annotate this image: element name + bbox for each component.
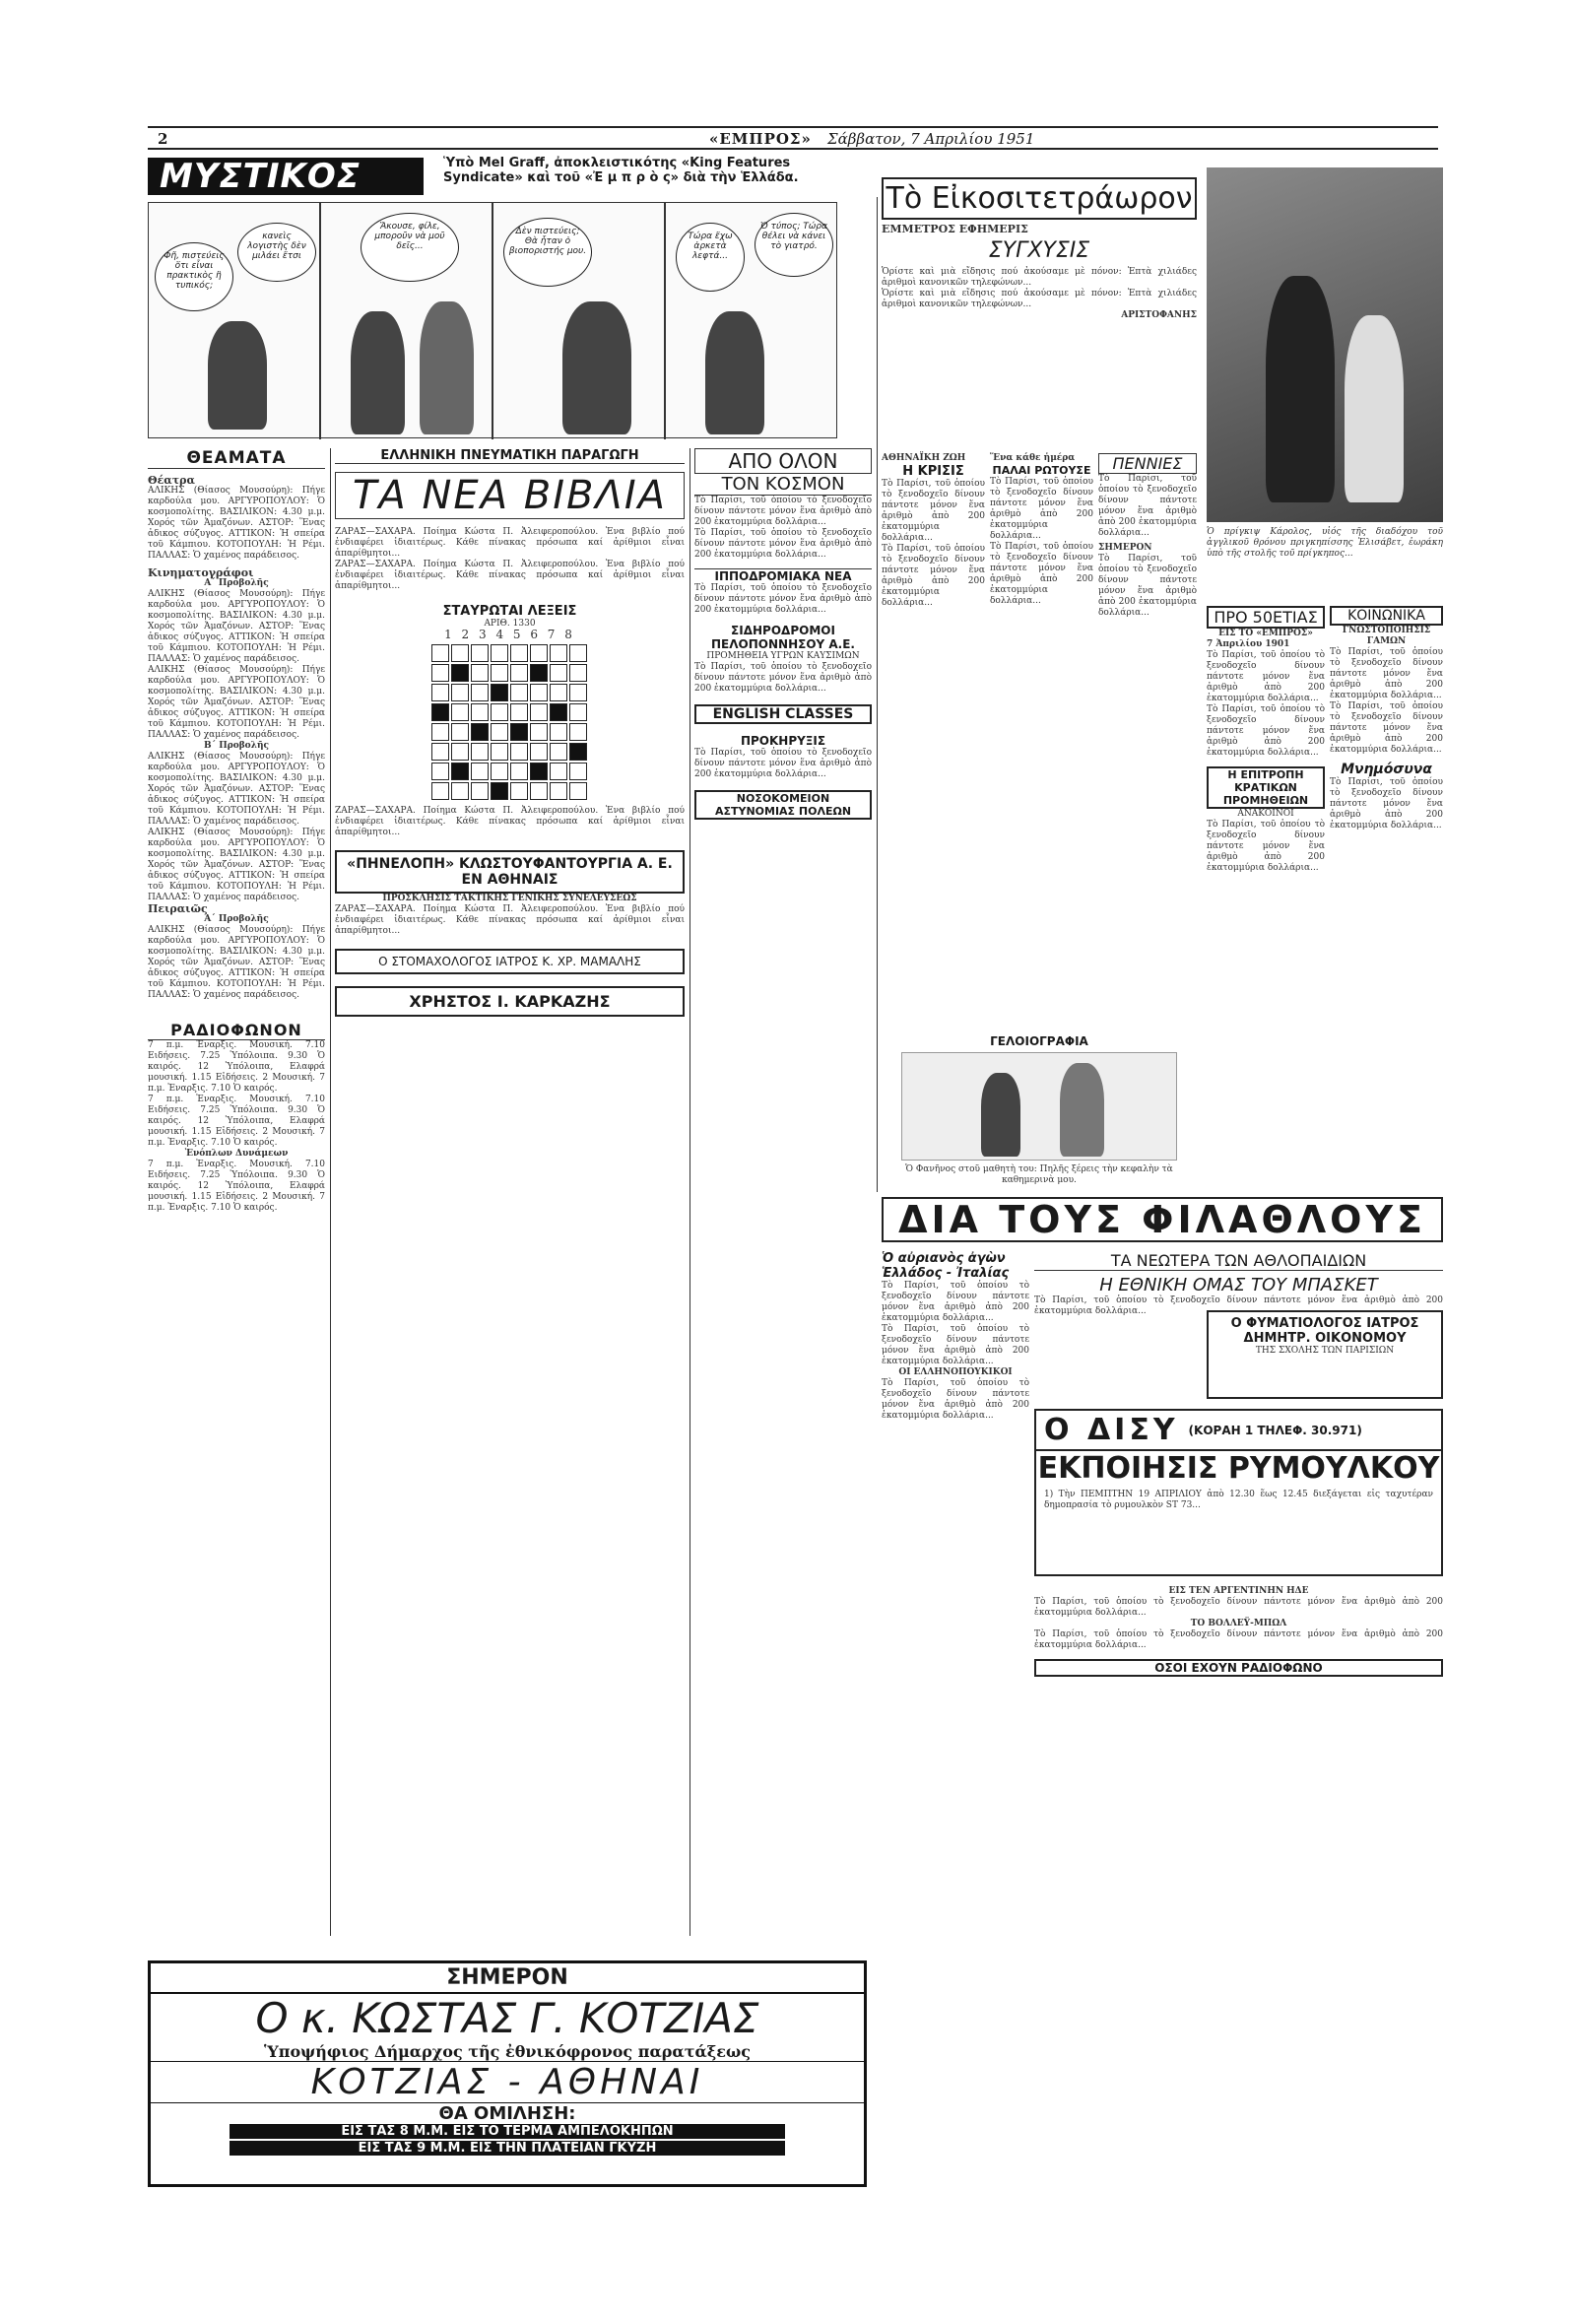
today-label: ΣΗΜΕΡΟΝ: [1098, 543, 1152, 553]
day-body: Τὸ Παρίσι, τοῦ ὁποίου τὸ ξενοδοχεῖο δίνουν πάντοτε μόνον ἕνα ἀριθμὸ ἀπὸ 200 ἑκατομμύρια δολλάρια...: [990, 477, 1093, 541]
crossword-cell: [471, 664, 489, 682]
comic-panel-4: [666, 203, 838, 439]
crossword-cell: [550, 782, 567, 800]
cartoon-block: [882, 1034, 1197, 1192]
poem-body: Ὁρίστε καὶ μιὰ εἴδησις πού ἀκούσαμε μὲ πόνον: Ἑπτὰ χιλιάδες ἀριθμοὶ κανονικῶν τηλεφώνων...: [882, 267, 1197, 288]
theatres-body: ΑΛΙΚΗΣ (Θίασος Μουσούρη): Πήγε καρδούλα μου. ΑΡΓΥΡΟΠΟΥΛΟΥ: Ὁ κοσμοπολίτης. ΒΑΣΙΛΙΚΟΝ: 4.30 μ.μ. Χορός τῶν Ἀμαζόνων. ΑΣΤΟΡ: Ἕνας ἀδικος σύζυγος. ΑΤΤΙΚΟΝ: Ἡ σπείρα τοῦ Κάμπιου. ΚΟΤΟΠΟΥΛΗ: Ἡ Ρέμι. ΠΑΛΛΑΣ: Ὁ χαμένος παράδεισος.: [148, 828, 325, 902]
penies-column: [1098, 453, 1197, 887]
crossword-cell: [510, 684, 528, 701]
crossword-cell: [530, 763, 548, 780]
crossword-cell: [530, 664, 548, 682]
crossword-cell: [451, 723, 469, 741]
auction-ad: [1034, 1409, 1443, 1576]
arg-title: ΕΙΣ ΤΕΝ ΑΡΓΕΝΤΙΝΗΝ ΗΔΕ: [1168, 1586, 1309, 1596]
crossword-cell: [491, 664, 508, 682]
comic-figure: [420, 301, 474, 434]
crossword-cell: [530, 743, 548, 761]
poem-body: Ὁρίστε καὶ μιὰ εἴδησις πού ἀκούσαμε μὲ πόνον: Ἑπτὰ χιλιάδες ἀριθμοὶ κανονικῶν τηλεφώνων...: [882, 289, 1197, 309]
comic-bubble: Δὲν πιστεύεις; Θὰ ἦταν ὁ βιοποριστής μου.: [503, 218, 592, 287]
theatres-body: ΑΛΙΚΗΣ (Θίασος Μουσούρη): Πήγε καρδούλα μου. ΑΡΓΥΡΟΠΟΥΛΟΥ: Ὁ κοσμοπολίτης. ΒΑΣΙΛΙΚΟΝ: 4.30 μ.μ. Χορός τῶν Ἀμαζόνων. ΑΣΤΟΡ: Ἕνας ἀδικος σύζυγος. ΑΤΤΙΚΟΝ: Ἡ σπείρα τοῦ Κάμπιου. ΚΟΤΟΠΟΥΛΗ: Ἡ Ρέμι. ΠΑΛΛΑΣ: Ὁ χαμένος παράδεισος.: [148, 665, 325, 740]
cartoon-figure: [981, 1073, 1020, 1157]
ellinoporoi: ΟΙ ΕΛΛΗΝΟΠΟΥΚΙΚΟΙ: [898, 1367, 1013, 1377]
crossword-cell: [569, 743, 587, 761]
basket-title: Η ΕΘΝΙΚΗ ΟΜΑΣ ΤΟΥ ΜΠΑΣΚΕΤ: [1099, 1275, 1378, 1295]
crossword-cell: [530, 644, 548, 662]
crossword-cell: [550, 644, 567, 662]
day-header: Ἕνα κάθε ἡμέρα: [990, 453, 1076, 463]
world-header: ΑΠΟ ΟΛΟΝ: [694, 448, 872, 474]
theatres-body: ΑΛΙΚΗΣ (Θίασος Μουσούρη): Πήγε καρδούλα μου. ΑΡΓΥΡΟΠΟΥΛΟΥ: Ὁ κοσμοπολίτης. ΒΑΣΙΛΙΚΟΝ: 4.30 μ.μ. Χορός τῶν Ἀμαζόνων. ΑΣΤΟΡ: Ἕνας ἀδικος σύζυγος. ΑΤΤΙΚΟΝ: Ἡ σπείρα τοῦ Κάμπιου. ΚΟΤΟΠΟΥΛΗ: Ἡ Ρέμι. ΠΑΛΛΑΣ: Ὁ χαμένος παράδεισος.: [148, 589, 325, 664]
odisy-name: Ο ΔΙΣΥ: [1044, 1413, 1179, 1447]
radio-title: ΡΑΔΙΟΦΩΝΟΝ: [148, 1021, 325, 1040]
world-body: Τὸ Παρίσι, τοῦ ὁποίου τὸ ξενοδοχεῖο δίνουν πάντοτε μόνον ἕνα ἀριθμὸ ἀπὸ 200 ἑκατομμύρια δολλάρια...: [694, 748, 872, 779]
crossword-cell: [471, 743, 489, 761]
world-body: Τὸ Παρίσι, τοῦ ὁποίου τὸ ξενοδοχεῖο δίνουν πάντοτε μόνον ἕνα ἀριθμὸ ἀπὸ 200 ἑκατομμύρια δολλάρια...: [694, 583, 872, 615]
auction-title: ΕΚΠΟΙΗΣΙΣ ΡΥΜΟΥΛΚΟΥ: [1037, 1451, 1440, 1486]
sports-body: Τὸ Παρίσι, τοῦ ὁποίου τὸ ξενοδοχεῖο δίνουν πάντοτε μόνον ἕνα ἀριθμὸ ἀπὸ 200 ἑκατομμύρια δολλάρια...: [882, 1281, 1029, 1323]
books-body: ΖΑΡΑΣ—ΣΑΧΑΡΑ. Ποίημα Κώστα Π. Ἀλειφεροπούλου. Ἐνα βιβλίο πού ἐνδιαφέρει ἰδιαιτέρως. Κάθε πίνακας πρόσωπα καί ἀρίθμιοι εἶναι ἀπαρίθμητοι...: [335, 527, 685, 559]
crossword-cell: [550, 684, 567, 701]
books-body: ΖΑΡΑΣ—ΣΑΧΑΡΑ. Ποίημα Κώστα Π. Ἀλειφεροπούλου. Ἐνα βιβλίο πού ἐνδιαφέρει ἰδιαιτέρως. Κάθε πίνακας πρόσωπα καί ἀρίθμιοι εἶναι ἀπαρίθμητοι...: [335, 904, 685, 936]
radio-body: 7 π.μ. Ἐναρξις. Μουσική. 7.10 Ειδήσεις. 7.25 Ὑπόλοιπα. 9.30 Ὁ καιρός. 12 Ὑπόλοιπα, Ελαφρά μουσική. 1.15 Εἰδήσεις. 2 Μουσική. 7 π.μ. Ἐναρξις. 7.10 Ὁ καιρός.: [148, 1095, 325, 1148]
world-body: Τὸ Παρίσι, τοῦ ὁποίου τὸ ξενοδοχεῖο δίνουν πάντοτε μόνον ἕνα ἀριθμὸ ἀπὸ 200 ἑκατομμύρια δολλάρια...: [694, 528, 872, 560]
crossword-cell: [431, 782, 449, 800]
crossword-cell: [491, 644, 508, 662]
auction-body: 1) Τὴν ΠΕΜΠΤΗΝ 19 ΑΠΡΙΛΙΟΥ ἀπὸ 12.30 ἕως 12.45 διεξάγεται εἰς ταχυτέραν δημοπρασία τὸ ρυμουλκὸν ST 73...: [1044, 1490, 1433, 1510]
theatres-subhead: Α΄ Προβολῆς: [204, 914, 269, 924]
crossword-cell: [451, 743, 469, 761]
rail-title: ΣΙΔΗΡΟΔΡΟΜΟΙ ΠΕΛΟΠΟΝΝΗΣΟΥ Α.Ε.: [711, 624, 855, 651]
prokiryxis-title: ΠΡΟΚΗΡΥΞΙΣ: [740, 734, 826, 748]
social-body: Τὸ Παρίσι, τοῦ ὁποίου τὸ ξενοδοχεῖο δίνουν πάντοτε μόνον ἕνα ἀριθμὸ ἀπὸ 200 ἑκατομμύρια δολλάρια...: [1330, 701, 1443, 755]
fifty-years-sub: ΕΙΣ ΤΟ «ΕΜΠΡΟΣ»: [1218, 629, 1313, 638]
comic-bubble: Φῆ, πιστεύεις ὅτι εἶναι πρακτικὸς ἢ τυπικός;: [155, 242, 233, 311]
crossword-cell: [510, 664, 528, 682]
theatres-body: ΑΛΙΚΗΣ (Θίασος Μουσούρη): Πήγε καρδούλα μου. ΑΡΓΥΡΟΠΟΥΛΟΥ: Ὁ κοσμοπολίτης. ΒΑΣΙΛΙΚΟΝ: 4.30 μ.μ. Χορός τῶν Ἀμαζόνων. ΑΣΤΟΡ: Ἕνας ἀδικος σύζυγος. ΑΤΤΙΚΟΝ: Ἡ σπείρα τοῦ Κάμπιου. ΚΟΤΟΠΟΥΛΗ: Ἡ Ρέμι. ΠΑΛΛΑΣ: Ὁ χαμένος παράδεισος.: [148, 752, 325, 827]
comic-bubble: Ὁ τύπος; Τώρα θέλει νὰ κάνει τὸ γιατρό.: [755, 213, 833, 277]
sports-title: ΔΙΑ ΤΟΥΣ ΦΙΛΑΘΛΟΥΣ: [882, 1197, 1443, 1242]
world-body: Τὸ Παρίσι, τοῦ ὁποίου τὸ ξενοδοχεῖο δίνουν πάντοτε μόνον ἕνα ἀριθμὸ ἀπὸ 200 ἑκατομμύρια δολλάρια...: [694, 496, 872, 527]
theatres-subhead: Θέατρα: [148, 474, 195, 487]
books-header: ΕΛΛΗΝΙΚΗ ΠΝΕΥΜΑΤΙΚΗ ΠΑΡΑΓΩΓΗ: [335, 448, 685, 464]
comic-panel-2: [321, 203, 493, 439]
crossword-cell: [530, 703, 548, 721]
comic-bubble: κανεὶς λογιστὴς δὲν μιλάει ἔτσι: [237, 223, 316, 282]
theatres-body: ΑΛΙΚΗΣ (Θίασος Μουσούρη): Πήγε καρδούλα μου. ΑΡΓΥΡΟΠΟΥΛΟΥ: Ὁ κοσμοπολίτης. ΒΑΣΙΛΙΚΟΝ: 4.30 μ.μ. Χορός τῶν Ἀμαζόνων. ΑΣΤΟΡ: Ἕνας ἀδικος σύζυγος. ΑΤΤΙΚΟΝ: Ἡ σπείρα τοῦ Κάμπιου. ΚΟΤΟΠΟΥΛΗ: Ἡ Ρέμι. ΠΑΛΛΑΣ: Ὁ χαμένος παράδεισος.: [148, 925, 325, 1000]
poem-section-sub: ΕΜΜΕΤΡΟΣ ΕΦΗΜΕΡΙΣ: [882, 223, 1028, 235]
doctor-oikonomou: Ο ΦΥΜΑΤΙΟΛΟΓΟΣ ΙΑΤΡΟΣ ΔΗΜΗΤΡ. ΟΙΚΟΝΟΜΟΥ: [1230, 1316, 1419, 1346]
radio-body: 7 π.μ. Ἐναρξις. Μουσική. 7.10 Ειδήσεις. 7.25 Ὑπόλοιπα. 9.30 Ὁ καιρός. 12 Ὑπόλοιπα, Ελαφρά μουσική. 1.15 Εἰδήσεις. 2 Μουσική. 7 π.μ. Ἐναρξις. 7.10 Ὁ καιρός.: [148, 1040, 325, 1094]
crossword-number: ΑΡΙΘ. 1330: [484, 619, 536, 629]
theatres-subhead: Κινηματογράφοι: [148, 566, 254, 579]
penies-body: Τὸ Παρίσι, τοῦ ὁποίου τὸ ξενοδοχεῖο δίνουν πάντοτε μόνον ἕνα ἀριθμὸ ἀπὸ 200 ἑκατομμύρια δολλάρια...: [1098, 474, 1197, 538]
kotzias-ad: [148, 1960, 867, 2187]
books-title: ΤΑ ΝΕΑ ΒΙΒΛΙΑ: [335, 472, 685, 519]
sports-body: Τὸ Παρίσι, τοῦ ὁποίου τὸ ξενοδοχεῖο δίνουν πάντοτε μόνον ἕνα ἀριθμὸ ἀπὸ 200 ἑκατομμύρια δολλάρια...: [1034, 1597, 1443, 1618]
day-column: [990, 453, 1093, 887]
committee-announce: ΑΝΑΚΟΙΝΟΙ: [1237, 809, 1294, 819]
police-hospital-ad: ΝΟΣΟΚΟΜΕΙΟΝ ΑΣΤΥΝΟΜΙΑΣ ΠΟΛΕΩΝ: [694, 790, 872, 820]
kotzias-name: Ο κ. ΚΩΣΤΑΣ Γ. ΚΟΤΖΙΑΣ: [255, 1994, 759, 2042]
crossword-cell: [510, 782, 528, 800]
poem-signature: ΑΡΙΣΤΟΦΑΝΗΣ: [1121, 310, 1197, 320]
comic-panel-3: [493, 203, 666, 439]
cartoon-image: [901, 1052, 1177, 1161]
crossword-cell: [471, 782, 489, 800]
books-body: ΖΑΡΑΣ—ΣΑΧΑΡΑ. Ποίημα Κώστα Π. Ἀλειφεροπούλου. Ἐνα βιβλίο πού ἐνδιαφέρει ἰδιαιτέρως. Κάθε πίνακας πρόσωπα καί ἀρίθμιοι εἶναι ἀπαρίθμητοι...: [335, 806, 685, 837]
doctor-oikonomou-sub: ΤΗΣ ΣΧΟΛΗΣ ΤΩΝ ΠΑΡΙΣΙΩΝ: [1255, 1346, 1395, 1356]
theatres-subhead: Πειραιῶς: [148, 902, 208, 915]
crisis-body: Τὸ Παρίσι, τοῦ ὁποίου τὸ ξενοδοχεῖο δίνουν πάντοτε μόνον ἕνα ἀριθμὸ ἀπὸ 200 ἑκατομμύρια δολλάρια...: [882, 544, 985, 608]
comic-bubble: Ἄκουσε, φίλε, μποροῦν νὰ μοῦ δεῖς...: [361, 213, 459, 282]
crisis-column: [882, 453, 985, 887]
crossword-cell: [569, 664, 587, 682]
penelope-ad-sub: ΠΡΟΣΚΛΗΣΙΣ ΤΑΚΤΙΚΗΣ ΓΕΝΙΚΗΣ ΣΥΝΕΛΕΥΣΕΩΣ: [382, 894, 637, 903]
kotzias-slogan: ΚΟΤΖΙΑΣ - ΑΘΗΝΑΙ: [151, 2062, 864, 2103]
crossword-cell: [491, 703, 508, 721]
daily-poem-box: [882, 177, 1197, 453]
world-header-2: ΤΟΝ ΚΟΣΜΟΝ: [694, 474, 872, 496]
crossword-cell: [431, 743, 449, 761]
theatres-subhead: Α΄ Προβολῆς: [204, 578, 269, 588]
comic-strip: [148, 202, 837, 438]
sports-body: Τὸ Παρίσι, τοῦ ὁποίου τὸ ξενοδοχεῖο δίνουν πάντοτε μόνον ἕνα ἀριθμὸ ἀπὸ 200 ἑκατομμύρια δολλάρια...: [1034, 1629, 1443, 1650]
kotzias-venue-2: ΕΙΣ ΤΑΣ 9 Μ.Μ. ΕΙΣ ΤΗΝ ΠΛΑΤΕΙΑΝ ΓΚΥΖΗ: [230, 2141, 785, 2156]
page-number: 2: [158, 130, 168, 148]
theatres-column: [148, 448, 325, 1956]
crossword-cell: [451, 684, 469, 701]
crossword-cell: [491, 763, 508, 780]
kotzias-today: ΣΗΜΕΡΟΝ: [151, 1963, 864, 1994]
doctor-oikonomou-ad: [1207, 1310, 1443, 1399]
cartoon-title: ΓΕΛΟΙΟΓΡΑΦΙΑ: [990, 1034, 1088, 1048]
social-sub: ΓΝΩΣΤΟΠΟΙΗΣΙΣ ΓΑΜΩΝ: [1342, 626, 1431, 646]
crossword-cell: [451, 763, 469, 780]
horses-title: ΙΠΠΟΔΡΟΜΙΑΚΑ ΝΕΑ: [694, 568, 872, 583]
crossword-cell: [431, 684, 449, 701]
kotzias-venue-1: ΕΙΣ ΤΑΣ 8 Μ.Μ. ΕΙΣ ΤΟ ΤΕΡΜΑ ΑΜΠΕΛΟΚΗΠΩΝ: [230, 2124, 785, 2139]
crossword-cell: [510, 644, 528, 662]
cartoon-figure: [1060, 1063, 1104, 1157]
theatres-subhead: Β΄ Προβολῆς: [203, 741, 270, 751]
penies-body: Τὸ Παρίσι, τοῦ ὁποίου τὸ ξενοδοχεῖο δίνουν πάντοτε μόνον ἕνα ἀριθμὸ ἀπὸ 200 ἑκατομμύρια δολλάρια...: [1098, 554, 1197, 618]
crossword-grid: [431, 644, 589, 802]
crossword-cell: [431, 763, 449, 780]
social-body: Τὸ Παρίσι, τοῦ ὁποίου τὸ ξενοδοχεῖο δίνουν πάντοτε μόνον ἕνα ἀριθμὸ ἀπὸ 200 ἑκατομμύρια δολλάρια...: [1330, 647, 1443, 700]
fifty-years-body: Τὸ Παρίσι, τοῦ ὁποίου τὸ ξενοδοχεῖο δίνουν πάντοτε μόνον ἕνα ἀριθμὸ ἀπὸ 200 ἑκατομμύρια δολλάρια...: [1207, 704, 1325, 758]
english-classes: ENGLISH CLASSES: [694, 704, 872, 724]
photo-figure: [1266, 276, 1335, 502]
crossword-cell: [491, 723, 508, 741]
world-body: Τὸ Παρίσι, τοῦ ὁποίου τὸ ξενοδοχεῖο δίνουν πάντοτε μόνον ἕνα ἀριθμὸ ἀπὸ 200 ἑκατομμύρια δολλάρια...: [694, 662, 872, 694]
fifty-years-body: Τὸ Παρίσι, τοῦ ὁποίου τὸ ξενοδοχεῖο δίνουν πάντοτε μόνον ἕνα ἀριθμὸ ἀπὸ 200 ἑκατομμύρια δολλάρια...: [1207, 650, 1325, 703]
karkazis-ad: ΧΡΗΣΤΟΣ Ι. ΚΑΡΚΑΖΗΣ: [335, 986, 685, 1017]
kotzias-subtitle: Ὑποψήφιος Δήμαρχος τῆς ἐθνικόφρονος παρατάξεως: [151, 2042, 864, 2062]
crossword-cell: [431, 703, 449, 721]
comic-credit: Ὑπὸ Mel Graff, ἀποκλειστικότης «King Features Syndicate» καὶ τοῦ «Ἐ μ π ρ ὸ ς» διὰ τὴν Ἑλλάδα.: [443, 156, 799, 185]
crossword-cell: [569, 782, 587, 800]
crossword-cell: [550, 664, 567, 682]
comic-figure: [562, 301, 631, 434]
crossword-cell: [431, 723, 449, 741]
theatres-body: ΑΛΙΚΗΣ (Θίασος Μουσούρη): Πήγε καρδούλα μου. ΑΡΓΥΡΟΠΟΥΛΟΥ: Ὁ κοσμοπολίτης. ΒΑΣΙΛΙΚΟΝ: 4.30 μ.μ. Χορός τῶν Ἀμαζόνων. ΑΣΤΟΡ: Ἕνας ἀδικος σύζυγος. ΑΤΤΙΚΟΝ: Ἡ σπείρα τοῦ Κάμπιου. ΚΟΤΟΠΟΥΛΗ: Ἡ Ρέμι. ΠΑΛΛΑΣ: Ὁ χαμένος παράδεισος.: [148, 486, 325, 561]
column-divider: [330, 448, 331, 1936]
crisis-title: Η ΚΡΙΣΙΣ: [902, 464, 964, 479]
crossword-cell: [569, 703, 587, 721]
crossword-cell: [471, 723, 489, 741]
social-body: Τὸ Παρίσι, τοῦ ὁποίου τὸ ξενοδοχεῖο δίνουν πάντοτε μόνον ἕνα ἀριθμὸ ἀπὸ 200 ἑκατομμύρια δολλάρια...: [1330, 777, 1443, 830]
crossword-cell: [451, 782, 469, 800]
sports-left-head: Ὁ αὐριανὸς ἀγὼν Ἑλλάδος - Ἰταλίας: [882, 1251, 1010, 1281]
doctor-ad: Ο ΣΤΟΜΑΧΟΛΟΓΟΣ ΙΑΤΡΟΣ Κ. ΧΡ. ΜΑΜΑΛΗΣ: [335, 949, 685, 974]
crossword-cell: [550, 723, 567, 741]
kotzias-speaks: ΘΑ ΟΜΙΛΗΣΗ:: [438, 2103, 576, 2124]
fifty-years-date: 7 Ἀπριλίου 1901: [1207, 639, 1290, 649]
photo-figure: [1345, 315, 1404, 502]
crossword-cell: [471, 684, 489, 701]
crossword-cell: [431, 644, 449, 662]
crossword-cell: [471, 703, 489, 721]
books-body: ΖΑΡΑΣ—ΣΑΧΑΡΑ. Ποίημα Κώστα Π. Ἀλειφεροπούλου. Ἐνα βιβλίο πού ἐνδιαφέρει ἰδιαιτέρως. Κάθε πίνακας πρόσωπα καί ἀρίθμιοι εἶναι ἀπαρίθμητοι...: [335, 560, 685, 591]
crisis-header: ΑΘΗΝΑΪΚΗ ΖΩΗ: [882, 453, 966, 463]
sports-body: Τὸ Παρίσι, τοῦ ὁποίου τὸ ξενοδοχεῖο δίνουν πάντοτε μόνον ἕνα ἀριθμὸ ἀπὸ 200 ἑκατομμύρια δολλάρια...: [1034, 1295, 1443, 1316]
sports-body: Τὸ Παρίσι, τοῦ ὁποίου τὸ ξενοδοχεῖο δίνουν πάντοτε μόνον ἕνα ἀριθμὸ ἀπὸ 200 ἑκατομμύρια δολλάρια...: [882, 1324, 1029, 1366]
social-column: [1330, 606, 1443, 1187]
poem-title: ΣΥΓΧΥΣΙΣ: [988, 238, 1090, 263]
crossword-numbers: 1 2 3 4 5 6 7 8: [444, 628, 575, 641]
crisis-body: Τὸ Παρίσι, τοῦ ὁποίου τὸ ξενοδοχεῖο δίνουν πάντοτε μόνον ἕνα ἀριθμὸ ἀπὸ 200 ἑκατομμύρια δολλάρια...: [882, 479, 985, 543]
comic-panel-1: [149, 203, 321, 439]
crossword-cell: [530, 723, 548, 741]
sports-continued: [1034, 1586, 1443, 1941]
crossword-cell: [510, 763, 528, 780]
radio-subhead: Ἐνόπλων Δυνάμεων: [184, 1149, 289, 1159]
crossword-cell: [569, 644, 587, 662]
masthead-rule-bottom: [148, 148, 1438, 150]
crossword-title: ΣΤΑΥΡΩΤΑΙ ΛΕΞΕΙΣ: [442, 604, 577, 619]
royal-photo: [1207, 167, 1443, 522]
crossword-cell: [550, 703, 567, 721]
crossword-cell: [530, 782, 548, 800]
fifty-years-title: ΠΡΟ 50ΕΤΙΑΣ: [1207, 606, 1325, 629]
comic-figure: [208, 321, 267, 430]
fifty-years-column: [1207, 606, 1325, 1187]
penelope-ad-title: «ΠΗΝΕΛΟΠΗ» ΚΛΩΣΤΟΥΦΑΝΤΟΥΡΓΙΑ Α. Ε. ΕΝ ΑΘΗΝΑΙΣ: [335, 850, 685, 894]
volley-title: ΤΟ ΒΟΛΛΕΫ-ΜΠΩΛ: [1190, 1619, 1287, 1628]
social-title: ΚΟΙΝΩΝΙΚΑ: [1330, 606, 1443, 626]
rail-sub: ΠΡΟΜΗΘΕΙΑ ΥΓΡΩΝ ΚΑΥΣΙΜΩΝ: [706, 651, 860, 661]
day-title: ΠΑΛΑΙ ΡΩΤΟΥΣΕ: [992, 464, 1091, 477]
paper-name: «ΕΜΠΡΟΣ»: [709, 130, 812, 148]
sports-mid-title: ΤΑ ΝΕΩΤΕΡΑ ΤΩΝ ΑΘΛΟΠΑΙΔΙΩΝ: [1034, 1251, 1443, 1271]
day-body: Τὸ Παρίσι, τοῦ ὁποίου τὸ ξενοδοχεῖο δίνουν πάντοτε μόνον ἕνα ἀριθμὸ ἀπὸ 200 ἑκατομμύρια δολλάρια...: [990, 542, 1093, 606]
crossword-cell: [550, 743, 567, 761]
cartoon-caption: Ὁ Φανῆνος στοῦ μαθητὴ του: Πηλῆς ξέρεις τὴν κεφαλὴν τὰ καθημερινὰ μου.: [905, 1164, 1173, 1185]
radio-body: 7 π.μ. Ἐναρξις. Μουσική. 7.10 Ειδήσεις. 7.25 Ὑπόλοιπα. 9.30 Ὁ καιρός. 12 Ὑπόλοιπα, Ελαφρά μουσική. 1.15 Εἰδήσεις. 2 Μουσική. 7 π.μ. Ἐναρξις. 7.10 Ὁ καιρός.: [148, 1160, 325, 1213]
crossword-cell: [471, 644, 489, 662]
crossword-cell: [550, 763, 567, 780]
crossword-cell: [451, 703, 469, 721]
comic-bubble: Τώρα ἔχω ἀρκετὰ λεφτά...: [676, 223, 745, 292]
odisy-address: (ΚΟΡΑΗ 1 ΤΗΛΕΦ. 30.971): [1188, 1423, 1362, 1437]
crossword-cell: [510, 743, 528, 761]
crossword-cell: [530, 684, 548, 701]
crossword-cell: [471, 763, 489, 780]
masthead: [0, 128, 1576, 148]
crossword-cell: [431, 664, 449, 682]
crossword-cell: [569, 723, 587, 741]
world-column: [694, 448, 872, 1956]
sports-body: Τὸ Παρίσι, τοῦ ὁποίου τὸ ξενοδοχεῖο δίνουν πάντοτε μόνον ἕνα ἀριθμὸ ἀπὸ 200 ἑκατομμύρια δολλάρια...: [882, 1378, 1029, 1421]
poem-section-title: Τὸ Εἰκοσιτετράωρον: [882, 177, 1197, 220]
column-divider: [877, 197, 878, 1192]
comic-figure: [351, 311, 405, 434]
memorial-title: Μνημόσυνα: [1341, 762, 1432, 777]
crossword-cell: [491, 743, 508, 761]
committee-title: Η ΕΠΙΤΡΟΠΗ ΚΡΑΤΙΚΩΝ ΠΡΟΜΗΘΕΙΩΝ: [1207, 766, 1325, 809]
crossword-cell: [569, 763, 587, 780]
crossword-cell: [491, 684, 508, 701]
crossword-cell: [491, 782, 508, 800]
crossword-cell: [451, 664, 469, 682]
comic-figure: [705, 311, 764, 434]
crossword-cell: [510, 703, 528, 721]
penies-title: ΠΕΝΝΙΕΣ: [1098, 453, 1197, 474]
crossword-cell: [451, 644, 469, 662]
crossword-cell: [510, 723, 528, 741]
books-column: [335, 448, 685, 1956]
issue-date: Σάββατον, 7 Απριλίου 1951: [827, 130, 1035, 148]
photo-caption: Ὁ πρίγκιψ Κάρολος, υἱός τῆς διαδόχου τοῦ ἀγγλικοῦ θρόνου πριγκηπίσσης Ἐλισάβετ, ἐωράκη ὑπὸ τῆς στολῆς τοῦ πρίγκηπος...: [1207, 527, 1443, 559]
comic-title: ΜΥΣΤΙΚΟΣ: [148, 158, 424, 195]
crossword-cell: [569, 684, 587, 701]
radio-owners: ΟΣΟΙ ΕΧΟΥΝ ΡΑΔΙΟΦΩΝΟ: [1034, 1659, 1443, 1677]
sports-left-column: [882, 1251, 1029, 1941]
committee-body: Τὸ Παρίσι, τοῦ ὁποίου τὸ ξενοδοχεῖο δίνουν πάντοτε μόνον ἕνα ἀριθμὸ ἀπὸ 200 ἑκατομμύρια δολλάρια...: [1207, 820, 1325, 873]
theatres-title: ΘΕΑΜΑΤΑ: [148, 448, 325, 469]
